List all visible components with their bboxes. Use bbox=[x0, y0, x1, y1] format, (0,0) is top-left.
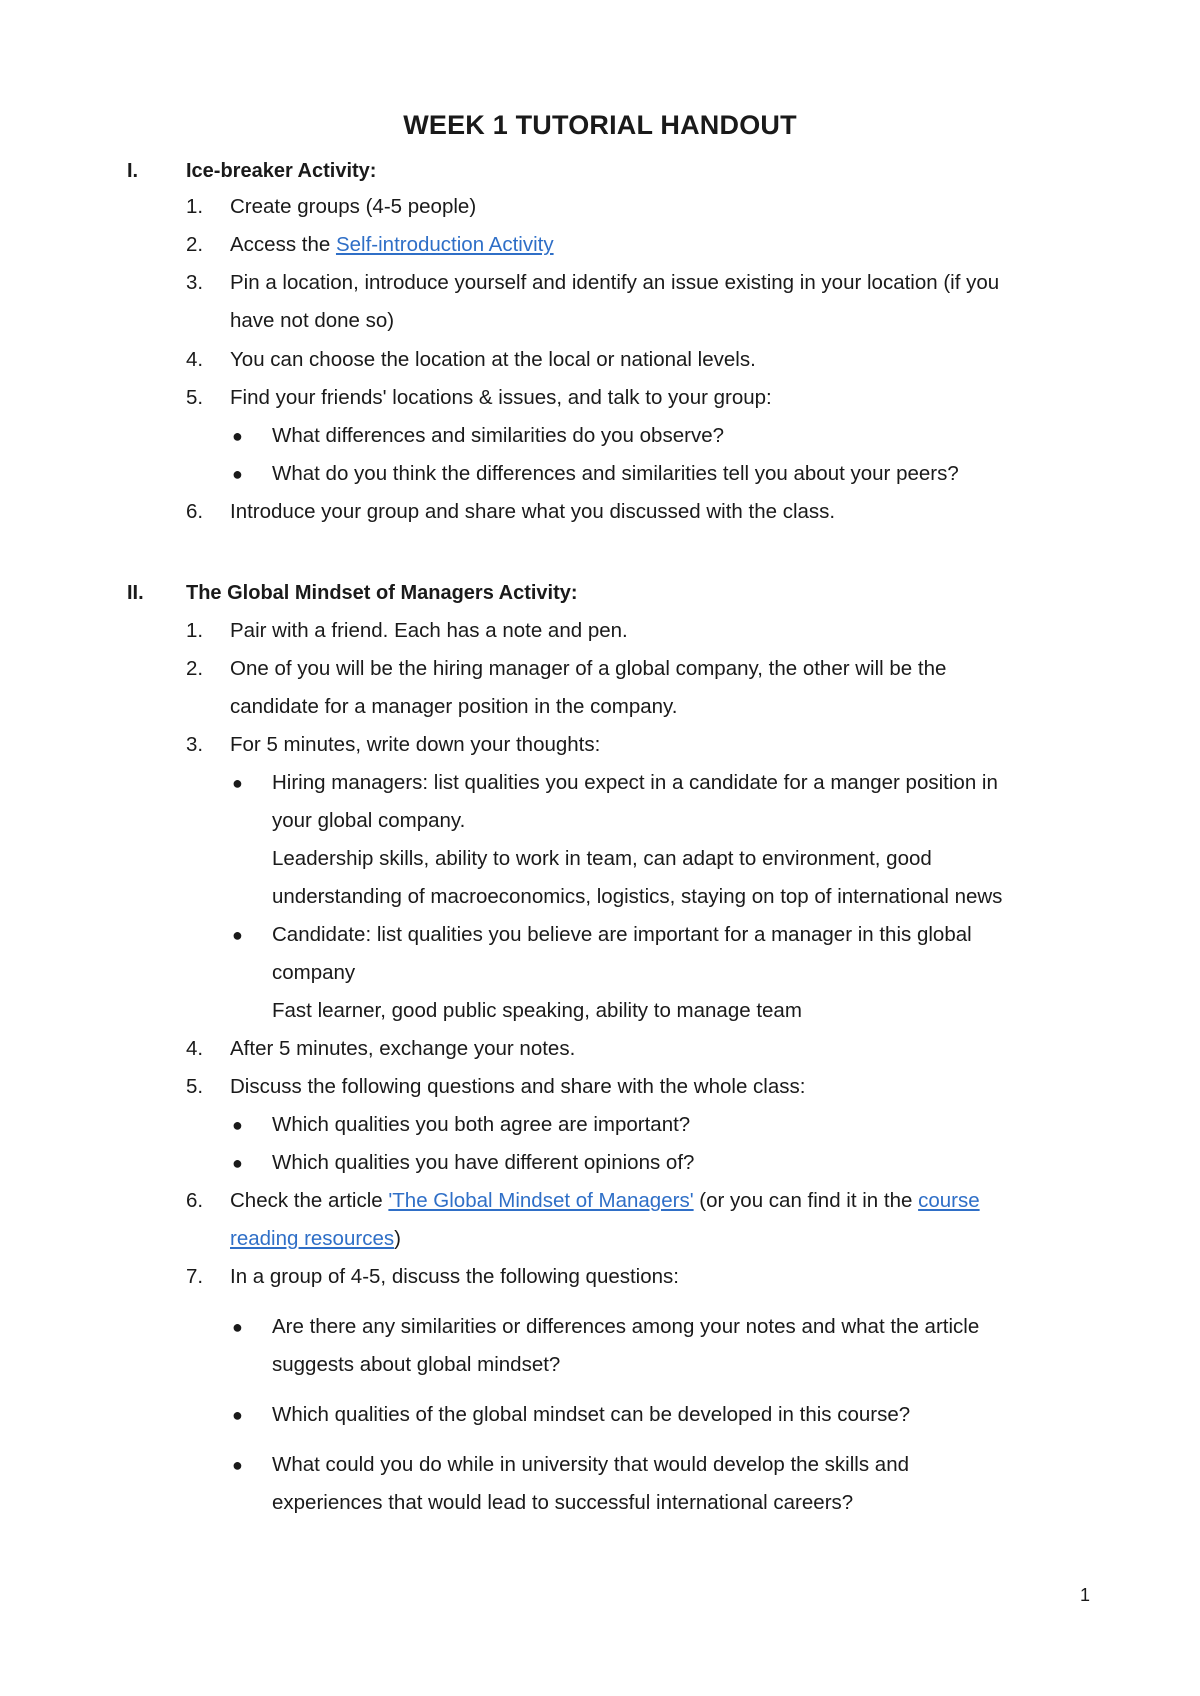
list-item-text: One of you will be the hiring manager of a global company, the other will be the bbox=[230, 657, 947, 680]
section-numeral: II. bbox=[127, 582, 144, 604]
bullet-item-text: What do you think the differences and similarities tell you about your peers? bbox=[272, 462, 959, 485]
bullet-icon: ● bbox=[232, 1115, 243, 1135]
list-item-text: You can choose the location at the local or national levels. bbox=[230, 348, 756, 371]
list-item-trail: ) bbox=[394, 1227, 401, 1250]
answer-text-continued: understanding of macroeconomics, logistics, staying on top of international news bbox=[272, 885, 1003, 908]
list-item-text: Find your friends' locations & issues, and talk to your group: bbox=[230, 386, 772, 409]
list-number: 3. bbox=[186, 271, 204, 294]
list-item-text-continued bbox=[230, 1224, 401, 1254]
bullet-icon: ● bbox=[232, 1153, 243, 1173]
global-mindset-article-link[interactable]: 'The Global Mindset of Managers' bbox=[388, 1189, 694, 1212]
list-number: 7. bbox=[186, 1265, 204, 1288]
list-item-text: Pin a location, introduce yourself and identify an issue existing in your location (if you bbox=[230, 271, 1000, 294]
list-item-text: Introduce your group and share what you discussed with the class. bbox=[230, 500, 836, 523]
page-title: WEEK 1 TUTORIAL HANDOUT bbox=[403, 110, 797, 140]
bullet-icon: ● bbox=[232, 925, 243, 945]
answer-text: Leadership skills, ability to work in team, can adapt to environment, good bbox=[272, 847, 932, 870]
list-number: 2. bbox=[186, 233, 204, 256]
bullet-icon: ● bbox=[232, 426, 243, 446]
answer-text: Fast learner, good public speaking, ability to manage team bbox=[272, 999, 802, 1022]
list-number: 5. bbox=[186, 386, 204, 409]
bullet-item-text: Candidate: list qualities you believe are important for a manager in this global bbox=[272, 923, 972, 946]
list-number: 4. bbox=[186, 348, 204, 371]
list-item-lead: Access the bbox=[230, 233, 336, 256]
section-numeral: I. bbox=[127, 160, 139, 182]
list-number: 6. bbox=[186, 500, 204, 523]
course-reading-resources-link-continued[interactable]: reading resources bbox=[230, 1227, 395, 1250]
page-number: 1 bbox=[1080, 1585, 1091, 1605]
section-title: The Global Mindset of Managers Activity: bbox=[186, 582, 578, 604]
list-number: 1. bbox=[186, 195, 204, 218]
section-title: Ice-breaker Activity: bbox=[186, 160, 377, 182]
list-item-text-continued: candidate for a manager position in the company. bbox=[230, 695, 678, 718]
list-item-text: After 5 minutes, exchange your notes. bbox=[230, 1037, 576, 1060]
list-number: 2. bbox=[186, 657, 204, 680]
bullet-icon: ● bbox=[232, 773, 243, 793]
list-item-text: Pair with a friend. Each has a note and pen. bbox=[230, 619, 628, 642]
list-item-text-continued: have not done so) bbox=[230, 309, 395, 332]
bullet-item-text-continued: your global company. bbox=[272, 809, 466, 832]
list-item-lead: Check the article bbox=[230, 1189, 389, 1212]
list-item-text: Create groups (4-5 people) bbox=[230, 195, 477, 218]
bullet-item-text: Which qualities of the global mindset can be developed in this course? bbox=[272, 1403, 911, 1426]
list-number: 4. bbox=[186, 1037, 204, 1060]
list-number: 1. bbox=[186, 619, 204, 642]
bullet-icon: ● bbox=[232, 1455, 243, 1475]
course-reading-resources-link[interactable]: course bbox=[918, 1189, 980, 1212]
bullet-icon: ● bbox=[232, 1405, 243, 1425]
list-item-text: Discuss the following questions and share with the whole class: bbox=[230, 1075, 806, 1098]
list-number: 3. bbox=[186, 733, 204, 756]
list-item-text bbox=[230, 230, 554, 260]
list-item-text: For 5 minutes, write down your thoughts: bbox=[230, 733, 601, 756]
bullet-item-text-continued: company bbox=[272, 961, 356, 984]
list-item-text: In a group of 4-5, discuss the following questions: bbox=[230, 1265, 679, 1288]
bullet-item-text: Are there any similarities or differences among your notes and what the article bbox=[272, 1315, 980, 1338]
bullet-item-text: What differences and similarities do you observe? bbox=[272, 424, 724, 447]
bullet-item-text: What could you do while in university that would develop the skills and bbox=[272, 1453, 909, 1476]
bullet-item-text: Hiring managers: list qualities you expect in a candidate for a manger position in bbox=[272, 771, 998, 794]
list-item-text bbox=[230, 1186, 980, 1216]
bullet-item-text: Which qualities you have different opinions of? bbox=[272, 1151, 695, 1174]
bullet-item-text-continued: experiences that would lead to successful international careers? bbox=[272, 1491, 854, 1514]
list-number: 5. bbox=[186, 1075, 204, 1098]
bullet-item-text: Which qualities you both agree are important? bbox=[272, 1113, 691, 1136]
bullet-icon: ● bbox=[232, 464, 243, 484]
bullet-item-text-continued: suggests about global mindset? bbox=[272, 1353, 561, 1376]
list-number: 6. bbox=[186, 1189, 204, 1212]
bullet-icon: ● bbox=[232, 1317, 243, 1337]
list-item-middle: (or you can find it in the bbox=[693, 1189, 919, 1212]
self-introduction-activity-link[interactable]: Self-introduction Activity bbox=[335, 233, 554, 256]
